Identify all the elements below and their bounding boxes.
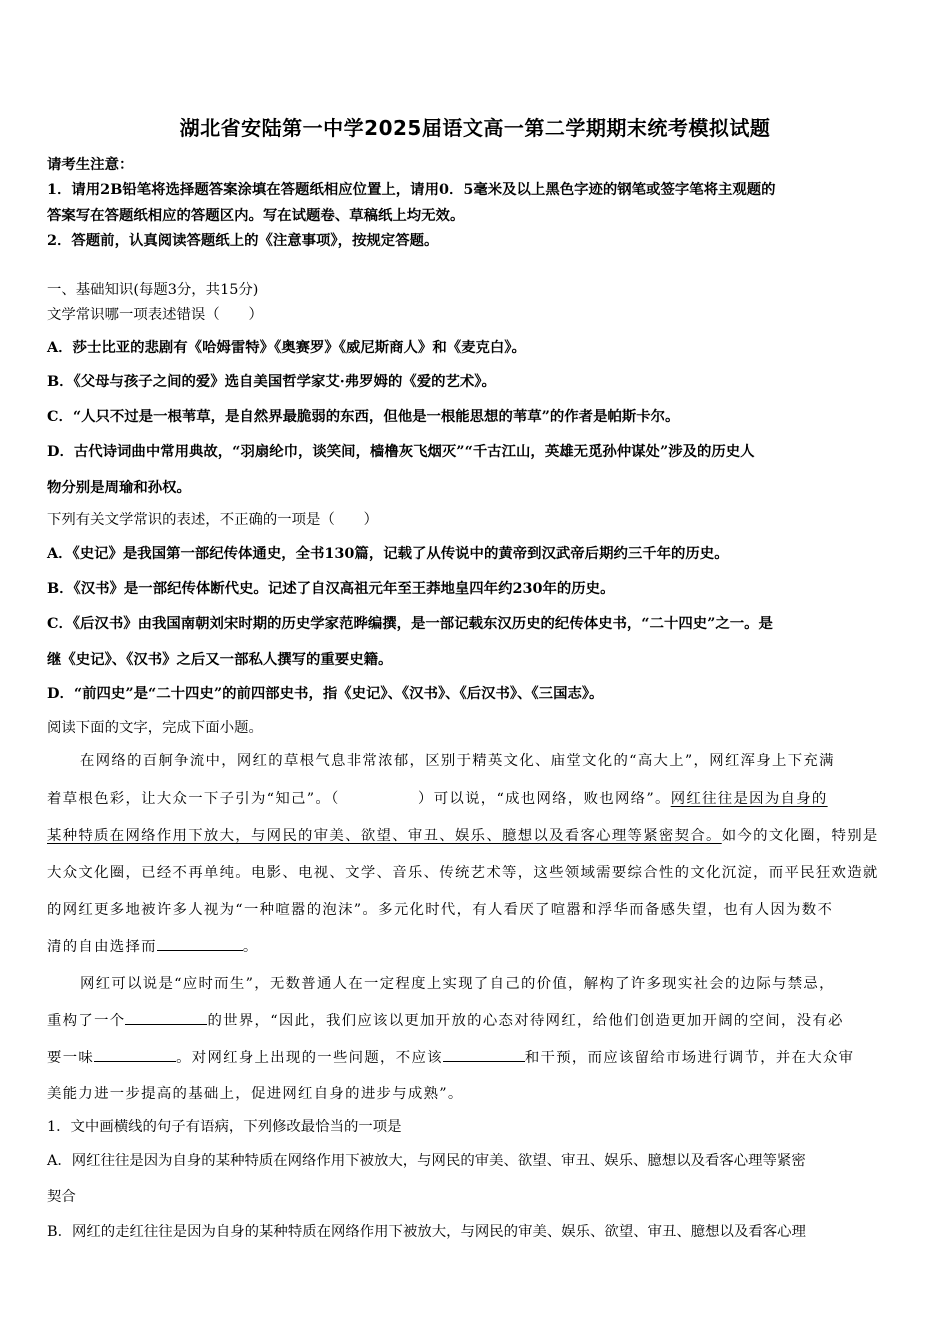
fill-blank-4 [443, 1047, 525, 1062]
question-2-option-c-line-1: C．《后汉书》由我国南朝刘宋时期的历史学家范晔编撰，是一部记载东汉历史的纪传体史书，“二十四史”之一。是 [47, 615, 773, 632]
question-3-stem: 1．文中画横线的句子有语病，下列修改最恰当的一项是 [47, 1119, 402, 1135]
underlined-sentence-part-1: 网红往往是因为自身的 [670, 791, 828, 807]
question-1-option-d-line-2: 物分别是周瑜和孙权。 [47, 479, 191, 496]
passage-p2-line-3-rest: 和干预，而应该留给市场进行调节，并在大众审 [524, 1050, 855, 1066]
question-2-option-b: B．《汉书》是一部纪传体断代史。记述了自汉高祖元年至王莽地皇四年约230年的历史。 [47, 580, 615, 597]
passage-p1-line-5: 的网红更多地被许多人视为“一种喧嚣的泡沫”。多元化时代，有人看厌了喧嚣和浮华而备感失望，也有人因为数不 [47, 902, 834, 918]
question-1-option-d-line-1: D．古代诗词曲中常用典故，“羽扇纶巾，谈笑间，樯橹灰飞烟灭”“千古江山，英雄无觅孙仲谋处”涉及的历史人 [47, 443, 755, 460]
passage-p1-line-3-text: 如今的文化圈，特别是 [721, 828, 879, 844]
fill-blank-2 [125, 1010, 207, 1025]
passage-p1-line-4: 大众文化圈，已经不再单纯。电影、电视、文学、音乐、传统艺术等，这些领域需要综合性的文化沉淀，而平民狂欢造就 [47, 865, 879, 881]
passage-p1-line-6 [47, 935, 259, 956]
question-1-option-b: B．《父母与孩子之间的爱》选自美国哲学家艾·弗罗姆的《爱的艺术》。 [47, 373, 496, 390]
question-1-option-c: C．“人只不过是一根苇草，是自然界最脆弱的东西，但他是一根能思想的苇草”的作者是帕斯卡尔。 [47, 408, 680, 425]
passage-p2-line-3 [47, 1046, 854, 1067]
notice-item-1-line-2: 答案写在答题纸相应的答题区内。写在试题卷、草稿纸上均无效。 [47, 207, 465, 224]
passage-p1-line-1: 在网络的百舸争流中，网红的草根气息非常浓郁，区别于精英文化、庙堂文化的“高大上”，网红浑身上下充满 [80, 753, 835, 769]
question-2-option-a: A．《史记》是我国第一部纪传体通史，全书130篇，记载了从传说中的黄帝到汉武帝后期约三千年的历史。 [47, 545, 729, 562]
question-2-option-c-line-2: 继《史记》、《汉书》之后又一部私人撰写的重要史籍。 [47, 651, 393, 668]
question-3-option-b-line-1: B．网红的走红往往是因为自身的某种特质在网络作用下被放大，与网民的审美、娱乐、欲望、审丑、臆想以及看客心理 [47, 1224, 806, 1240]
fill-blank-3 [94, 1047, 176, 1062]
passage-p2-line-3-mid: 。对网红身上出现的一些问题，不应该 [176, 1050, 443, 1066]
notice-heading: 请考生注意： [47, 156, 134, 173]
question-3-option-a-line-2: 契合 [47, 1189, 76, 1205]
notice-item-1-line-1: 1．请用2B铅笔将选择题答案涂填在答题纸相应位置上，请用0．5毫米及以上黑色字迹的钢笔或签字笔将主观题的 [47, 181, 776, 198]
passage-p2-line-2 [47, 1009, 844, 1030]
question-1-stem: 文学常识哪一项表述错误（ ） [47, 307, 263, 323]
notice-item-2: 2．答题前，认真阅读答题纸上的《注意事项》，按规定答题。 [47, 232, 439, 249]
passage-p2-line-1: 网红可以说是“应时而生”，无数普通人在一定程度上实现了自己的价值，解构了许多现实社会的边际与禁忌， [80, 976, 835, 992]
fill-blank-1 [157, 936, 243, 951]
question-3-option-a-line-1: A．网红往往是因为自身的某种特质在网络作用下被放大，与网民的审美、欲望、审丑、娱乐、臆想以及看客心理等紧密 [47, 1153, 806, 1169]
question-1-option-a: A．莎士比亚的悲剧有《哈姆雷特》《奥赛罗》《威尼斯商人》和《麦克白》。 [47, 339, 526, 356]
passage-p1-line-2 [47, 787, 828, 808]
question-2-stem: 下列有关文学常识的表述，不正确的一项是（ ） [47, 512, 378, 528]
question-2-option-d: D．“前四史”是“二十四史”的前四部史书，指《史记》、《汉书》、《后汉书》、《三国志》。 [47, 685, 604, 702]
underlined-sentence-part-2: 某种特质在网络作用下放大，与网民的审美、欲望、审丑、娱乐、臆想以及看客心理等紧密契合。 [47, 828, 722, 844]
passage-p1-line-6-text: 清的自由选择而 [47, 939, 157, 955]
reading-intro: 阅读下面的文字，完成下面小题。 [47, 720, 263, 736]
passage-p1-line-3 [47, 824, 879, 845]
section-1-heading: 一、基础知识(每题3分，共15分) [47, 282, 259, 298]
passage-p2-line-2-rest: 的世界，“因此，我们应该以更加开放的心态对待网红，给他们创造更加开阔的空间，没有必 [207, 1013, 844, 1029]
passage-p1-line-6-end: 。 [242, 939, 259, 955]
passage-p2-line-4: 美能力进一步提高的基础上，促进网红自身的进步与成熟”。 [47, 1086, 464, 1102]
passage-p2-line-3-text: 要一味 [47, 1050, 95, 1066]
exam-title: 湖北省安陆第一中学2025届语文高一第二学期期末统考模拟试题 [179, 116, 771, 140]
passage-p1-line-2-text: 着草根色彩，让大众一下子引为“知己”。（ ）可以说，“成也网络，败也网络”。 [47, 791, 671, 807]
passage-p2-line-2-text: 重构了一个 [47, 1013, 126, 1029]
